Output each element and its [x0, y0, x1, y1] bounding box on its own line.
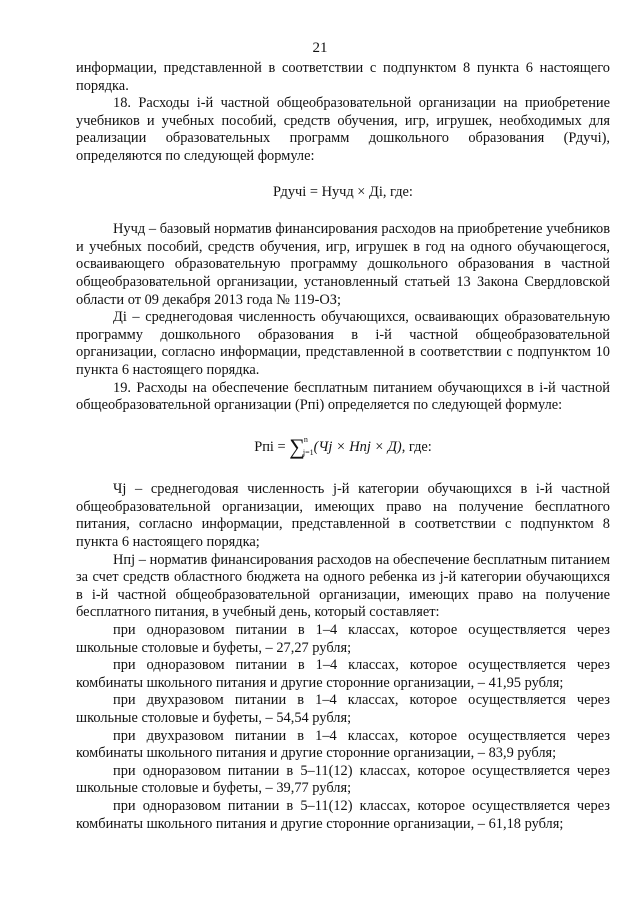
sum-upper-limit: n [303, 434, 308, 444]
rate-item-5: при одноразовом питании в 5–11(12) классах, которое осуществляется через школьные столовые и буфеты, – 39,77 рубля; [76, 762, 610, 797]
rate-item-2: при одноразовом питании в 1–4 классах, которое осуществляется через комбинаты школьного питания и другие сторонние организации, – 41,95 рубля; [76, 657, 610, 691]
formula-rpi [76, 431, 610, 462]
formula-rduchi: Рдучi = Нучд × Дi, где: [273, 183, 413, 200]
page-number: 21 [312, 40, 328, 56]
paragraph-item-19: 19. Расходы на обеспечение бесплатным питанием обучающихся в i-й частной общеобразовательной организации (Рпi) определяется по следующей формуле: [76, 379, 610, 414]
rate-item-1: при одноразовом питании в 1–4 классах, которое осуществляется через школьные столовые и буфеты, – 27,27 рубля; [76, 622, 610, 656]
sum-lower-limit: j=1 [302, 447, 314, 457]
paragraph-continuation: информации, представленной в соответствии с подпунктом 8 пункта 6 настоящего порядка. [76, 60, 610, 94]
definition-nuchd: Нучд – базовый норматив финансирования расходов на приобретение учебников и учебных пособий, средств обучения, игр, игрушек в год на одного обучающегося, осваивающего образовательную программу дошкольного образования в частной общеобразовательной организации, установленный статьей 13 Закона Свердловской области от 09 декабря 2013 года № 119-ОЗ; [76, 221, 610, 308]
document-body [76, 60, 610, 833]
definition-npj: Нпj – норматив финансирования расходов на обеспечение бесплатным питанием за счет средств областного бюджета на одного ребенка из j-й категории обучающихся в i-й частной общеобразовательной организации, имеющих право на получение бесплатного питания, в учебный день, который составляет: [76, 551, 610, 621]
formula-rpi-tail: , где: [401, 438, 432, 455]
rate-item-3: при двухразовом питании в 1–4 классах, которое осуществляется через школьные столовые и буфеты, – 54,54 рубля; [76, 692, 610, 726]
formula-rpi-body: (Чj × Нпj × Д) [313, 438, 402, 455]
sum-symbol: ∑ [289, 433, 305, 459]
paragraph-item-18: 18. Расходы i-й частной общеобразовательной организации на приобретение учебников и учебных пособий, средств обучения, игр, игрушек, необходимых для реализации образовательных программ дошкольного образования (Рдучi), определяются по следующей формуле: [76, 95, 610, 164]
rate-item-6: при одноразовом питании в 5–11(12) классах, которое осуществляется через комбинаты школьного питания и другие сторонние организации, – 61,18 рубля; [76, 797, 610, 832]
rate-item-4: при двухразовом питании в 1–4 классах, которое осуществляется через комбинаты школьного питания и другие сторонние организации, – 83,9 рубля; [76, 727, 610, 762]
definition-di: Дi – среднегодовая численность обучающихся, осваивающих образовательную программу дошкольного образования в i-й частной общеобразовательной организации, согласно информации, представленной в соответствии с подпунктом 10 пункта 6 настоящего порядка. [76, 309, 610, 378]
definition-chj: Чj – среднегодовая численность j-й категории обучающихся в i-й частной общеобразовательной организации, имеющих право на получение бесплатного питания, согласно информации, представленной в соответствии с подпунктом 8 пункта 6 настоящего порядка; [76, 481, 610, 551]
formula-rpi-lhs: Рпi = [254, 438, 290, 455]
